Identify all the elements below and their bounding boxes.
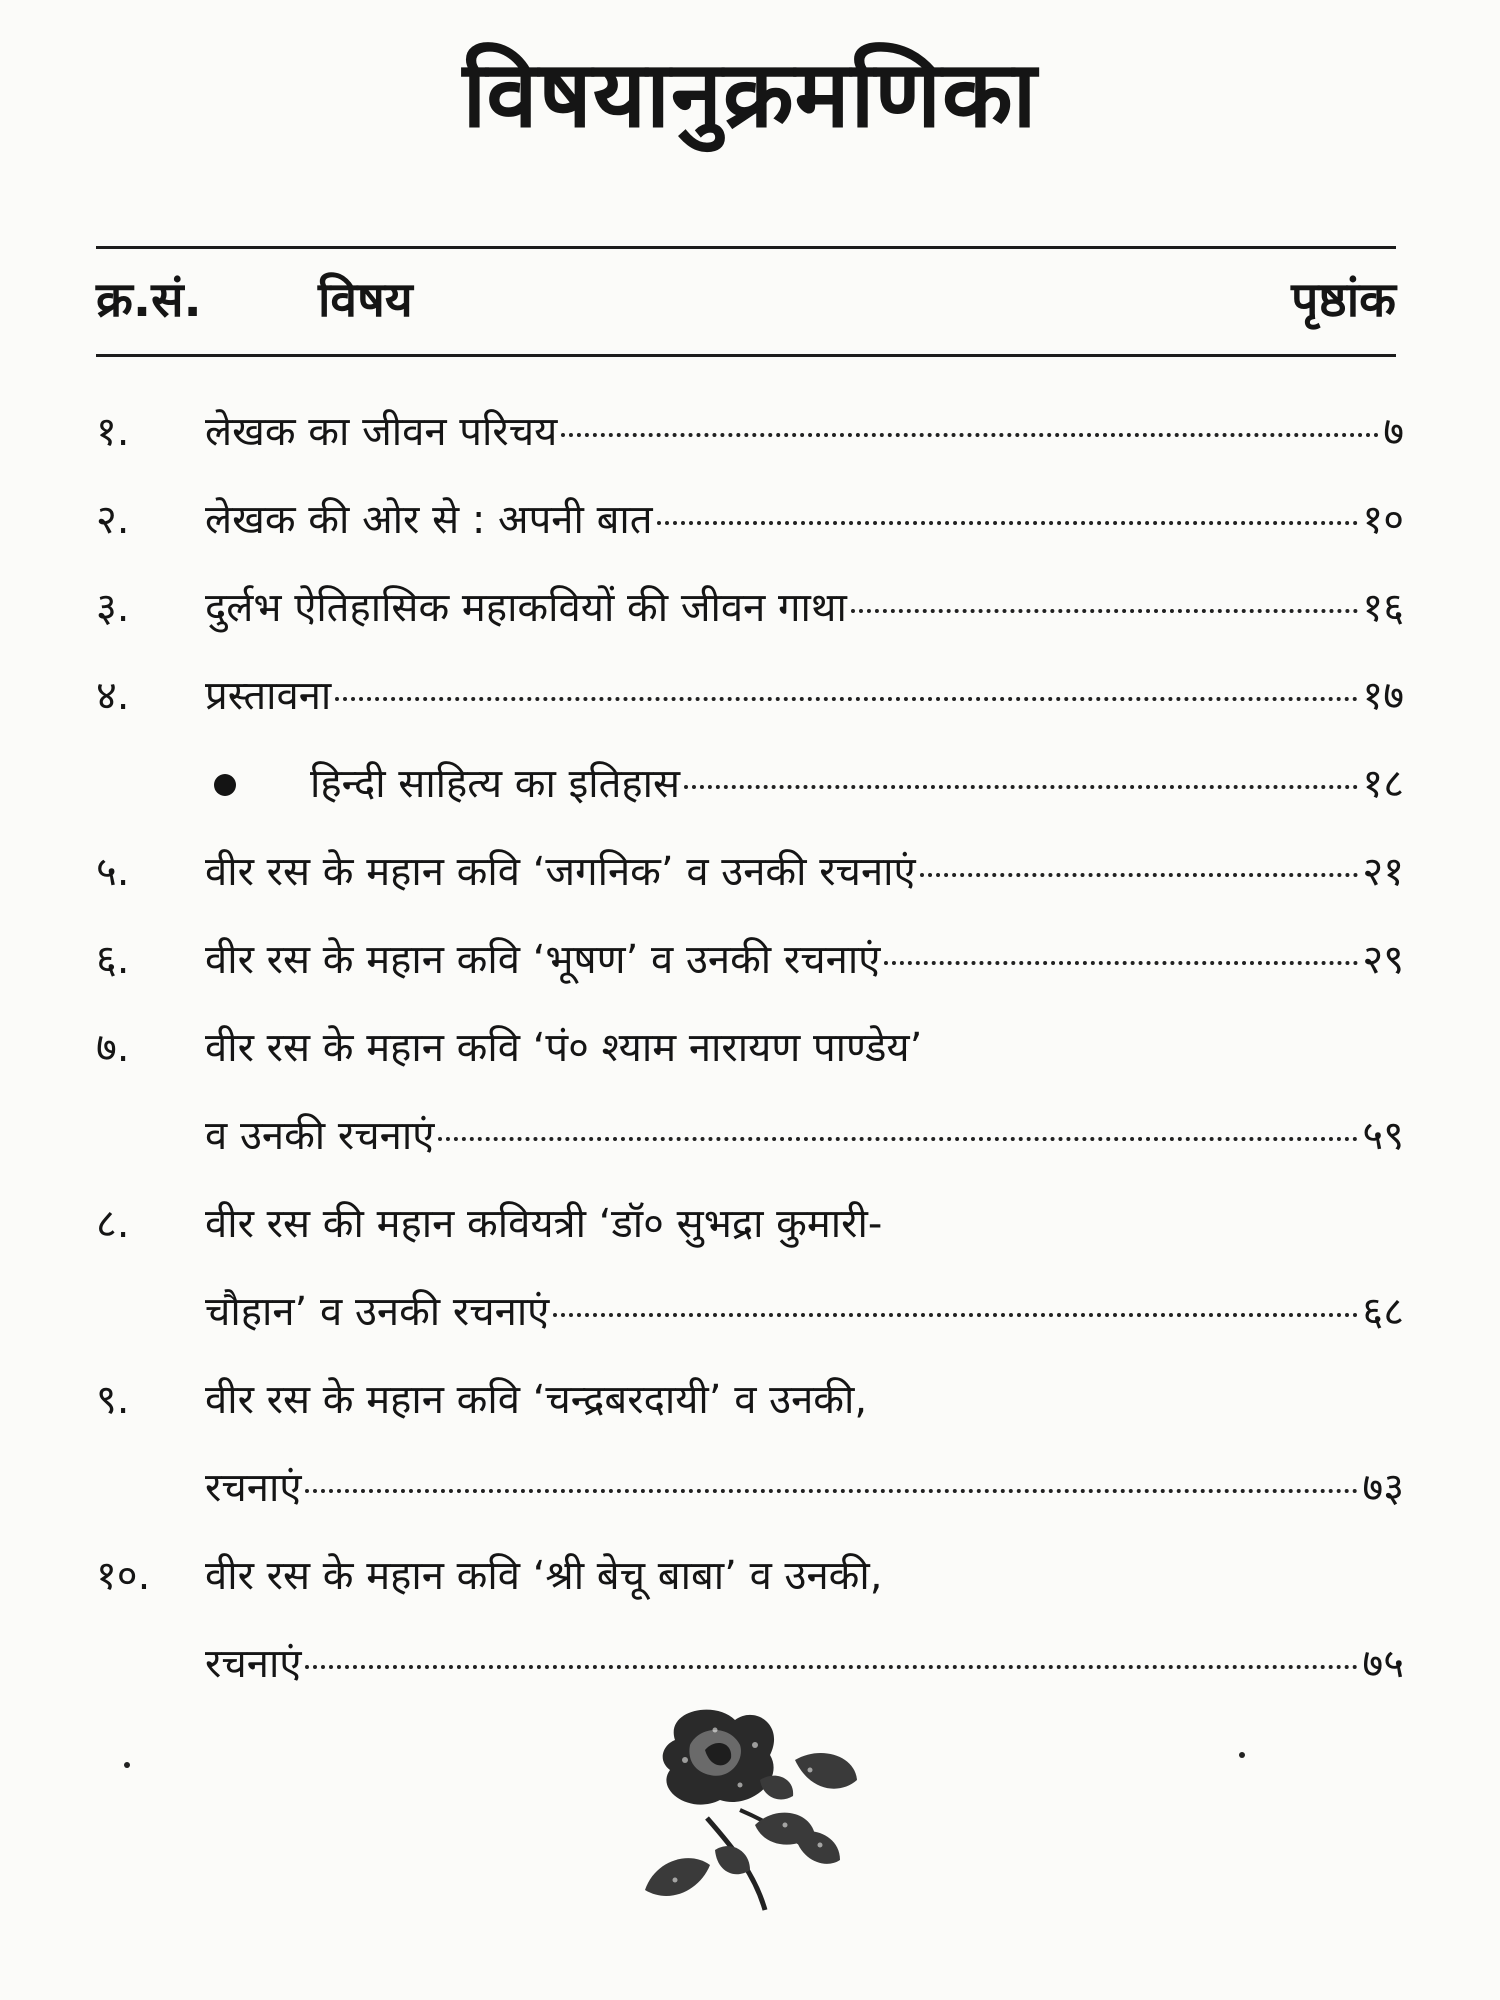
entry-title-line (205, 832, 1404, 912)
entry-number: ५. (96, 849, 130, 895)
dot-leader (884, 961, 1358, 965)
entry-title-line (205, 920, 1404, 1000)
toc-entry-line (0, 1536, 1500, 1616)
entry-title: दुर्लभ ऐतिहासिक महाकवियों की जीवन गाथा (205, 585, 847, 631)
page-number: १० (1362, 497, 1404, 543)
entry-number: १०. (96, 1553, 151, 1599)
page-number: १७ (1362, 673, 1404, 719)
entry-title: लेखक की ओर से : अपनी बात (205, 497, 653, 543)
entry-title-line (310, 744, 1404, 824)
entry-number: १. (96, 409, 130, 455)
page-number: ७ (1383, 409, 1404, 455)
entry-number: ३. (96, 585, 130, 631)
entry-title: वीर रस के महान कवि ‘श्री बेचू बाबा’ व उनकी, (205, 1553, 883, 1599)
entry-title: वीर रस की महान कवियत्री ‘डॉ० सुभद्रा कुमारी- (205, 1201, 883, 1247)
page-number: ७३ (1362, 1465, 1404, 1511)
dot-leader (335, 697, 1358, 701)
entry-title: चौहान’ व उनकी रचनाएं (205, 1289, 550, 1335)
toc-entry-line (0, 568, 1500, 648)
entry-title-line (205, 1448, 1404, 1528)
entry-title-line (205, 392, 1404, 472)
entry-title: वीर रस के महान कवि ‘जगनिक’ व उनकी रचनाएं (205, 849, 916, 895)
entry-title-line (205, 480, 1404, 560)
toc-entry-line (0, 1272, 1500, 1352)
entry-number: ९. (96, 1377, 130, 1423)
column-header-serial: क्र.सं. (96, 272, 202, 328)
entry-title: रचनाएं (205, 1641, 302, 1687)
entry-title: वीर रस के महान कवि ‘चन्द्रबरदायी’ व उनकी, (205, 1377, 868, 1423)
entry-title-line (205, 1096, 1404, 1176)
page-number: १६ (1362, 585, 1404, 631)
toc-entry-line (0, 920, 1500, 1000)
dot-leader (305, 1665, 1358, 1669)
dot-leader (920, 873, 1359, 877)
print-speck (124, 1762, 130, 1768)
toc-entry-line (0, 1624, 1500, 1704)
dot-leader (561, 433, 1379, 437)
dot-leader (657, 521, 1359, 525)
entry-title-line (205, 656, 1404, 736)
bullet-icon (214, 774, 236, 796)
dot-leader (305, 1489, 1358, 1493)
print-speck (1239, 1752, 1245, 1758)
page-number: ५९ (1362, 1113, 1404, 1159)
entry-title: वीर रस के महान कवि ‘पं० श्याम नारायण पाण्डेय’ (205, 1025, 923, 1071)
entry-number: ७. (96, 1025, 130, 1071)
rose-ornament-icon (645, 1700, 865, 1915)
entry-title-line (205, 1184, 1404, 1264)
toc-entry-line (0, 1096, 1500, 1176)
entry-title: व उनकी रचनाएं (205, 1113, 435, 1159)
column-header-subject: विषय (318, 272, 413, 328)
entry-title-line (205, 1272, 1404, 1352)
page-number: २९ (1362, 937, 1404, 983)
toc-entry-line (0, 1184, 1500, 1264)
entry-title-line (205, 1360, 1404, 1440)
toc-entry-line (0, 744, 1500, 824)
toc-entry-line (0, 1448, 1500, 1528)
entry-number: ६. (96, 937, 130, 983)
page-number: १८ (1362, 761, 1404, 807)
toc-entry-line (0, 480, 1500, 560)
toc-entry-line (0, 392, 1500, 472)
toc-entry-line (0, 832, 1500, 912)
entry-number: २. (96, 497, 130, 543)
dot-leader (851, 609, 1359, 613)
toc-entry-line (0, 656, 1500, 736)
page-number: ६८ (1362, 1289, 1404, 1335)
entry-title: प्रस्तावना (205, 673, 332, 719)
entry-number: ४. (96, 673, 130, 719)
entry-number: ८. (96, 1201, 130, 1247)
toc-entry-line (0, 1360, 1500, 1440)
entry-title: हिन्दी साहित्य का इतिहास (310, 761, 681, 807)
column-header-page: पृष्ठांक (1291, 272, 1396, 328)
page-title: विषयानुक्रमणिका (462, 41, 1038, 148)
entry-title-line (205, 568, 1404, 648)
entry-title-line (205, 1536, 1404, 1616)
entry-title-line (205, 1008, 1404, 1088)
dot-leader (438, 1137, 1358, 1141)
dot-leader (553, 1313, 1358, 1317)
entry-title: वीर रस के महान कवि ‘भूषण’ व उनकी रचनाएं (205, 937, 881, 983)
page-number: २१ (1362, 849, 1404, 895)
page-number: ७५ (1362, 1641, 1404, 1687)
entry-title: रचनाएं (205, 1465, 302, 1511)
dot-leader (684, 785, 1358, 789)
toc-entry-line (0, 1008, 1500, 1088)
entry-title-line (205, 1624, 1404, 1704)
entry-title: लेखक का जीवन परिचय (205, 409, 558, 455)
